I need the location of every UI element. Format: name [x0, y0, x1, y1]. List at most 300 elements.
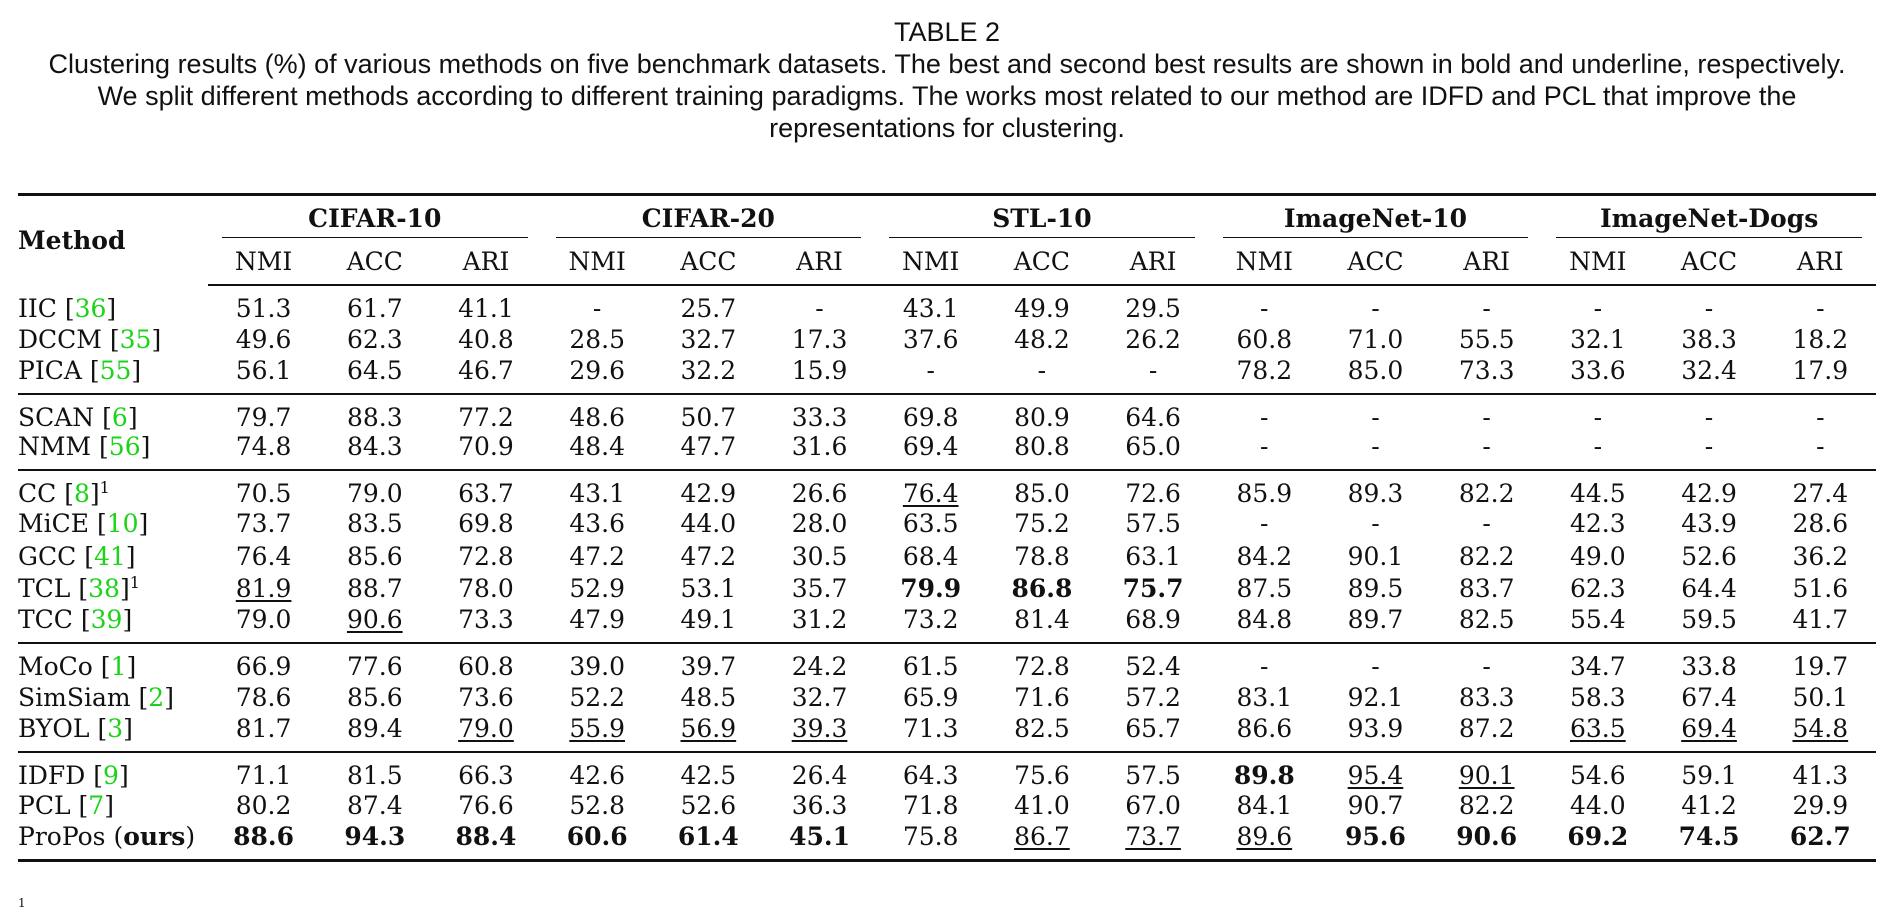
value-cell [986, 790, 1097, 823]
value-text: 75.2 [1014, 509, 1070, 539]
table-row [18, 508, 1876, 541]
value-text: 51.6 [1792, 574, 1849, 604]
value-text: 35.7 [791, 574, 848, 604]
value-text: 42.6 [569, 760, 625, 790]
value-cell [1431, 573, 1542, 606]
value-cell [1765, 752, 1876, 790]
results-table-body [18, 285, 1876, 861]
value-text: - [1371, 652, 1380, 681]
value-text: - [1371, 509, 1380, 539]
value-cell [764, 605, 875, 643]
value-text: 52.6 [680, 791, 737, 821]
dataset-header-row [18, 195, 1876, 239]
value-cell [764, 752, 875, 790]
value-text: - [1593, 402, 1603, 432]
value-cell [1653, 790, 1764, 823]
value-cell [1653, 573, 1764, 606]
value-cell [1098, 540, 1209, 573]
value-cell [764, 714, 875, 752]
value-text: 65.9 [902, 682, 959, 712]
value-text: 48.6 [569, 402, 625, 432]
value-cell [208, 714, 319, 752]
value-cell [764, 470, 875, 508]
value-text: 49.9 [1014, 294, 1070, 323]
value-cell [430, 470, 541, 508]
value-text: 69.4 [902, 431, 959, 461]
value-cell [986, 605, 1097, 643]
value-cell [986, 356, 1097, 394]
value-text: 79.0 [235, 605, 292, 634]
value-text: 60.8 [1236, 324, 1293, 354]
results-table [18, 193, 1876, 862]
value-text: 51.3 [235, 294, 292, 323]
value-cell [1653, 356, 1764, 394]
value-cell [319, 643, 430, 681]
value-cell [764, 394, 875, 432]
value-text: 68.4 [902, 541, 959, 571]
metric-header: ARI [1098, 238, 1209, 285]
value-cell [986, 752, 1097, 790]
table-row [18, 752, 1876, 790]
value-text: 47.2 [569, 541, 625, 571]
value-text: 83.3 [1458, 682, 1515, 712]
value-text: 84.3 [346, 431, 403, 461]
value-text: 43.6 [569, 509, 625, 539]
value-cell [1320, 752, 1431, 790]
value-cell [542, 356, 653, 394]
value-cell [1765, 643, 1876, 681]
metric-header: ACC [1320, 238, 1431, 285]
value-text: 50.1 [1792, 682, 1849, 712]
method-cell: BYOL [3] [18, 714, 208, 752]
value-cell [986, 540, 1097, 573]
metric-header: ACC [986, 238, 1097, 285]
table-row [18, 714, 1876, 752]
value-cell [1098, 470, 1209, 508]
method-name: TCC [18, 605, 73, 634]
value-cell [1209, 643, 1320, 681]
value-cell [1431, 285, 1542, 323]
value-cell [208, 394, 319, 432]
value-text: 81.5 [346, 760, 403, 790]
method-name: BYOL [18, 713, 90, 743]
value-text: 69.4 [1681, 713, 1737, 743]
method-cell: NMM [56] [18, 432, 208, 470]
value-cell [1098, 752, 1209, 790]
value-text: 71.0 [1347, 324, 1404, 354]
dataset-header-label: STL-10 [889, 204, 1195, 238]
method-name: PCL [18, 791, 71, 821]
value-cell [208, 432, 319, 470]
value-text: - [1816, 431, 1825, 461]
value-text: 63.5 [902, 509, 959, 539]
value-text: 61.7 [346, 294, 403, 323]
table-row [18, 323, 1876, 356]
value-text: 79.0 [346, 478, 403, 508]
method-cell: MoCo [1] [18, 652, 137, 681]
method-name: SCAN [18, 402, 95, 432]
value-text: 59.5 [1681, 605, 1737, 634]
value-text: 68.9 [1125, 605, 1181, 634]
value-text: 43.1 [569, 478, 625, 508]
value-text: 86.6 [1236, 713, 1293, 743]
value-cell [1209, 790, 1320, 823]
value-cell [208, 540, 319, 573]
value-text: 57.2 [1125, 682, 1181, 712]
value-cell [1320, 394, 1431, 432]
value-text: 89.8 [1233, 760, 1295, 790]
table-row [18, 356, 1876, 394]
value-text: 73.3 [458, 605, 514, 634]
method-cell: ProPos (ours) [18, 822, 208, 861]
value-text: 89.6 [1236, 822, 1293, 851]
value-text: 41.3 [1792, 760, 1849, 790]
value-cell [1653, 432, 1764, 470]
value-cell [1431, 394, 1542, 432]
metric-header-row [18, 238, 1876, 285]
citation-link[interactable]: 35 [119, 324, 152, 354]
value-text: 76.4 [902, 478, 959, 508]
method-name: TCL [18, 574, 71, 604]
value-cell [542, 643, 653, 681]
value-cell [542, 790, 653, 823]
value-text: 47.9 [569, 605, 625, 634]
citation-link[interactable]: 7 [88, 791, 105, 821]
value-text: 38.3 [1681, 324, 1737, 354]
value-cell [430, 752, 541, 790]
value-text: 82.2 [1458, 478, 1515, 508]
value-text: - [1371, 402, 1380, 432]
value-text: 90.7 [1347, 791, 1404, 821]
citation-link[interactable]: 39 [90, 605, 123, 634]
citation-link[interactable]: 38 [88, 574, 120, 604]
value-text: 89.4 [346, 713, 403, 743]
value-text: 92.1 [1347, 682, 1404, 712]
value-cell [986, 643, 1097, 681]
value-cell [319, 470, 430, 508]
value-cell [208, 605, 319, 643]
value-cell [653, 605, 764, 643]
citation-link[interactable]: 56 [108, 431, 141, 461]
value-text: 72.8 [1014, 652, 1070, 681]
value-cell [1542, 540, 1653, 573]
value-text: 75.8 [902, 822, 959, 851]
dataset-header [1209, 195, 1543, 239]
metric-header: NMI [1542, 238, 1653, 285]
value-text: 26.2 [1125, 324, 1181, 354]
value-text: 32.7 [680, 324, 737, 354]
value-cell [430, 394, 541, 432]
value-cell [1209, 714, 1320, 752]
value-text: - [1482, 652, 1491, 681]
value-text: - [1704, 294, 1714, 323]
value-cell [1765, 714, 1876, 752]
dataset-header-label: CIFAR-20 [556, 204, 862, 238]
value-text: 52.6 [1681, 541, 1737, 571]
value-text: 48.4 [569, 431, 625, 461]
value-cell [319, 752, 430, 790]
value-text: 79.0 [458, 713, 514, 743]
citation-link[interactable]: 6 [111, 402, 128, 432]
value-text: 39.3 [791, 713, 848, 743]
value-cell [986, 508, 1097, 541]
value-text: 33.8 [1681, 652, 1737, 681]
value-cell [1765, 605, 1876, 643]
value-text: 76.4 [235, 541, 292, 571]
value-cell [1653, 643, 1764, 681]
value-cell [208, 285, 319, 323]
value-cell [875, 822, 986, 861]
value-text: 93.9 [1347, 713, 1404, 743]
citation-link[interactable]: 41 [93, 541, 126, 571]
value-cell [1542, 432, 1653, 470]
value-text: 32.7 [791, 682, 848, 712]
value-cell [1431, 508, 1542, 541]
value-cell [1431, 540, 1542, 573]
value-text: - [1482, 431, 1491, 461]
metric-header: ACC [1653, 238, 1764, 285]
value-text: 60.6 [566, 822, 628, 851]
citation-link[interactable]: 1 [110, 652, 127, 681]
footnote-mark: 1 [129, 573, 140, 593]
metric-header: ACC [319, 238, 430, 285]
value-text: 49.1 [680, 605, 737, 634]
value-text: 90.6 [346, 605, 403, 634]
value-cell [1098, 714, 1209, 752]
value-text: 43.9 [1681, 509, 1737, 539]
value-cell [875, 323, 986, 356]
value-cell [1653, 714, 1764, 752]
value-cell [653, 573, 764, 606]
method-cell: GCC [41] [18, 541, 136, 571]
value-cell [542, 822, 653, 861]
value-cell [653, 752, 764, 790]
table-row [18, 573, 1876, 606]
value-text: 40.8 [458, 324, 514, 354]
value-text: - [1816, 402, 1825, 432]
value-cell [875, 470, 986, 508]
value-text: 78.2 [1236, 355, 1293, 385]
metric-header: NMI [875, 238, 986, 285]
citation-link[interactable]: 55 [99, 355, 132, 385]
value-cell [1209, 605, 1320, 643]
citation-link[interactable]: 2 [148, 682, 165, 712]
method-name: GCC [18, 541, 77, 571]
value-cell [1209, 508, 1320, 541]
value-text: 81.4 [1014, 605, 1070, 634]
value-text: 47.2 [680, 541, 737, 571]
value-text: 36.3 [791, 791, 848, 821]
value-cell [653, 356, 764, 394]
value-cell [1431, 681, 1542, 714]
value-text: 32.2 [680, 355, 737, 385]
value-cell [875, 790, 986, 823]
value-text: - [1482, 509, 1491, 539]
value-cell [1542, 470, 1653, 508]
value-cell [319, 508, 430, 541]
value-text: - [1816, 294, 1825, 323]
citation-link[interactable]: 9 [103, 760, 119, 790]
value-text: 48.5 [680, 682, 737, 712]
value-cell [986, 714, 1097, 752]
value-text: 84.2 [1236, 541, 1293, 571]
value-text: 89.5 [1347, 574, 1404, 604]
citation-link[interactable]: 3 [107, 713, 124, 743]
method-name: NMM [18, 431, 92, 461]
value-text: 86.8 [1011, 574, 1073, 604]
value-text: - [1148, 355, 1158, 385]
value-text: 94.3 [344, 822, 406, 851]
value-text: 17.9 [1792, 355, 1849, 385]
method-cell: CC $[8]^1$ [18, 477, 110, 508]
value-text: - [1371, 431, 1380, 461]
value-text: 37.6 [902, 324, 959, 354]
value-cell [986, 573, 1097, 606]
value-cell [208, 790, 319, 823]
value-cell [1653, 394, 1764, 432]
value-text: 65.0 [1125, 431, 1181, 461]
value-text: 66.9 [235, 652, 292, 681]
value-text: 74.5 [1678, 822, 1740, 851]
footnote-marker: 1 [18, 896, 26, 910]
value-cell [430, 573, 541, 606]
value-cell [430, 356, 541, 394]
value-text: 28.6 [1792, 509, 1849, 539]
value-text: - [1260, 402, 1269, 432]
value-cell [653, 323, 764, 356]
value-text: 87.5 [1236, 574, 1293, 604]
value-text: 79.7 [235, 402, 292, 432]
value-cell [542, 432, 653, 470]
value-cell [1098, 681, 1209, 714]
value-cell [542, 285, 653, 323]
citation-link[interactable]: 10 [106, 509, 139, 539]
value-text: 82.5 [1014, 713, 1070, 743]
value-text: 83.1 [1236, 682, 1293, 712]
value-text: 82.2 [1458, 541, 1515, 571]
dataset-header [208, 195, 542, 239]
value-cell [430, 822, 541, 861]
value-cell [208, 508, 319, 541]
value-text: 18.2 [1792, 324, 1849, 354]
value-text: 32.4 [1681, 355, 1737, 385]
value-cell [653, 790, 764, 823]
value-text: 80.8 [1014, 431, 1070, 461]
value-text: 41.7 [1792, 605, 1849, 634]
value-text: 19.7 [1792, 652, 1849, 681]
metric-header: ARI [1765, 238, 1876, 285]
dataset-header [542, 195, 876, 239]
value-text: 88.7 [346, 574, 403, 604]
method-column-header: Method [18, 195, 208, 286]
value-cell [430, 323, 541, 356]
value-text: 74.8 [235, 431, 292, 461]
value-cell [430, 540, 541, 573]
value-cell [1431, 605, 1542, 643]
table-row [18, 822, 1876, 861]
value-cell [764, 540, 875, 573]
value-cell [875, 540, 986, 573]
value-text: 28.5 [569, 324, 625, 354]
value-cell [1431, 752, 1542, 790]
value-text: 88.3 [346, 402, 403, 432]
value-text: 61.5 [902, 652, 959, 681]
citation-link[interactable]: 8 [73, 478, 90, 508]
value-cell [1542, 285, 1653, 323]
citation-link[interactable]: 36 [74, 293, 107, 323]
table-row [18, 394, 1876, 432]
table-row [18, 605, 1876, 643]
value-cell [1320, 714, 1431, 752]
method-cell: PCL [7] [18, 791, 114, 821]
value-text: 43.1 [902, 294, 959, 323]
value-text: 26.4 [791, 760, 848, 790]
value-cell [319, 285, 430, 323]
dataset-header-label: ImageNet-Dogs [1556, 204, 1862, 238]
value-cell [1320, 681, 1431, 714]
method-cell: IDFD [9] [18, 760, 129, 790]
value-cell [430, 714, 541, 752]
value-cell [1431, 714, 1542, 752]
value-text: 69.8 [458, 509, 514, 539]
value-text: 42.9 [680, 478, 737, 508]
value-cell [986, 394, 1097, 432]
value-cell [542, 752, 653, 790]
value-text: 57.5 [1125, 760, 1181, 790]
value-cell [208, 573, 319, 606]
value-text: 60.8 [458, 652, 514, 681]
value-cell [430, 790, 541, 823]
value-text: 75.7 [1122, 574, 1184, 604]
value-text: - [1260, 294, 1269, 323]
value-cell [542, 681, 653, 714]
value-text: 69.2 [1567, 822, 1629, 851]
value-cell [764, 822, 875, 861]
value-cell [1209, 681, 1320, 714]
value-text: 76.6 [458, 791, 514, 821]
value-cell [1765, 356, 1876, 394]
value-text: 52.8 [569, 791, 625, 821]
value-cell [764, 573, 875, 606]
dataset-header [1542, 195, 1876, 239]
value-text: 34.7 [1570, 652, 1626, 681]
value-text: 64.3 [902, 760, 959, 790]
table-row [18, 790, 1876, 823]
value-text: 82.2 [1458, 791, 1515, 821]
value-cell [1098, 356, 1209, 394]
value-cell [430, 605, 541, 643]
value-text: 88.6 [233, 822, 295, 851]
value-cell [986, 822, 1097, 861]
value-text: 70.9 [458, 431, 514, 461]
value-cell [764, 643, 875, 681]
value-text: 47.7 [680, 431, 737, 461]
method-cell: TCC [39] [18, 605, 208, 643]
value-text: 45.1 [789, 822, 850, 851]
value-cell [1320, 432, 1431, 470]
value-cell [1431, 643, 1542, 681]
value-cell [653, 285, 764, 323]
value-text: 31.6 [791, 431, 848, 461]
value-text: 77.2 [458, 402, 514, 432]
value-cell [1542, 790, 1653, 823]
value-cell [653, 540, 764, 573]
method-cell: DCCM [35] [18, 324, 162, 354]
value-cell [875, 432, 986, 470]
value-cell [875, 508, 986, 541]
value-text: 28.0 [791, 509, 848, 539]
value-text: - [1037, 355, 1047, 385]
